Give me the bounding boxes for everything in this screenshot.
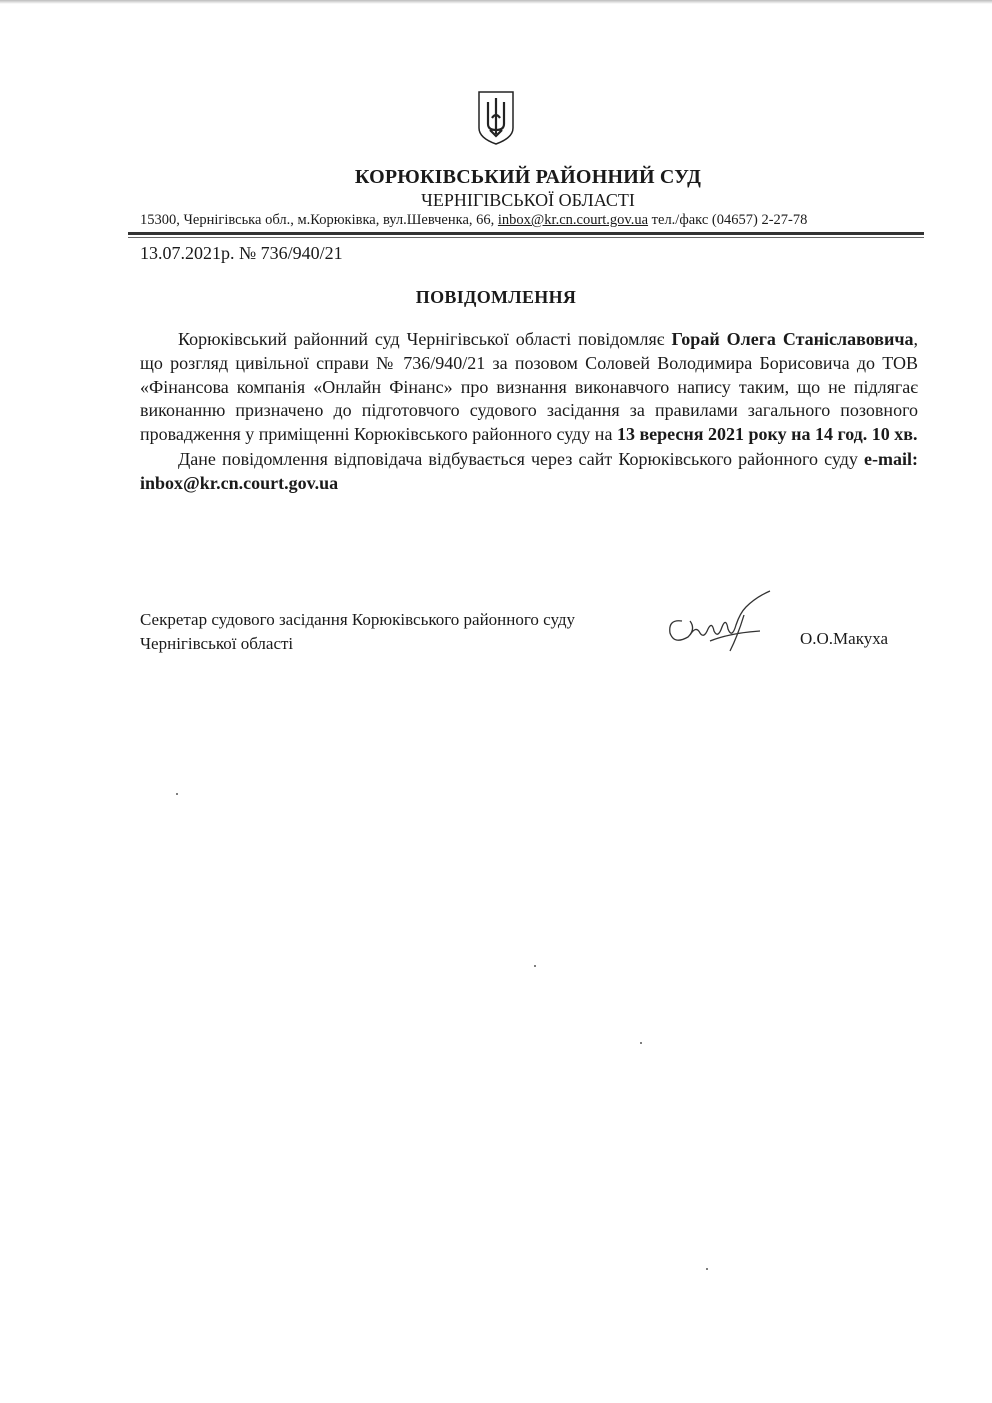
position-line: Секретар судового засідання Корюківського районного суду bbox=[140, 610, 576, 629]
court-address bbox=[140, 212, 807, 229]
scan-speck bbox=[176, 793, 178, 795]
address-phone: тел./факс (04657) 2-27-78 bbox=[648, 212, 808, 228]
coat-of-arms-emblem bbox=[476, 90, 516, 146]
defendant-name: Горай Олега Станіславовича bbox=[671, 329, 914, 349]
document-title: ПОВІДОМЛЕННЯ bbox=[415, 287, 577, 307]
paragraph-method bbox=[140, 448, 918, 496]
court-region: ЧЕРНІГІВСЬКОЇ ОБЛАСТІ bbox=[421, 190, 635, 210]
text: , що розгляд цивільної справи № 736/940/21 за позовом Соловей Володимира Борисовича до ТОВ «Фінансова компанія «Онлайн Фінанс» про визнання виконавчого напису таким, що не підлягає виконанню призначено до підготовчого судового засідання за правилами загального позовного провадження у приміщенні Корюківського районного суду на bbox=[140, 329, 918, 445]
handwritten-signature bbox=[660, 585, 780, 655]
header-rule-thin bbox=[128, 237, 924, 238]
document-body bbox=[140, 328, 918, 496]
court-name: КОРЮКІВСЬКИЙ РАЙОННИЙ СУД bbox=[354, 166, 702, 188]
scan-speck bbox=[640, 1042, 642, 1044]
hearing-datetime: 13 вересня 2021 року на 14 год. 10 хв. bbox=[616, 424, 918, 445]
address-text: 15300, Чернігівська обл., м.Корюківка, вул.Шевченка, 66, bbox=[140, 212, 498, 228]
signatory-position bbox=[140, 608, 575, 656]
text: Корюківський районний суд Чернігівської області повідомляє bbox=[178, 329, 672, 349]
court-email: e-mail: inbox@kr.cn.court.gov.ua bbox=[140, 448, 918, 493]
text: Дане повідомлення відповідача відбувається через сайт Корюківського районного суду bbox=[178, 448, 865, 469]
header-rule bbox=[128, 232, 924, 235]
paragraph-notice bbox=[140, 328, 918, 447]
scan-speck bbox=[706, 1268, 708, 1270]
signatory-name: О.О.Макуха bbox=[800, 629, 889, 648]
address-email: inbox@kr.cn.court.gov.ua bbox=[497, 212, 649, 228]
scan-speck bbox=[534, 965, 536, 967]
reference-number: 13.07.2021р. № 736/940/21 bbox=[140, 243, 343, 263]
scan-edge bbox=[0, 0, 992, 4]
position-line: Чернігівської області bbox=[140, 634, 294, 653]
